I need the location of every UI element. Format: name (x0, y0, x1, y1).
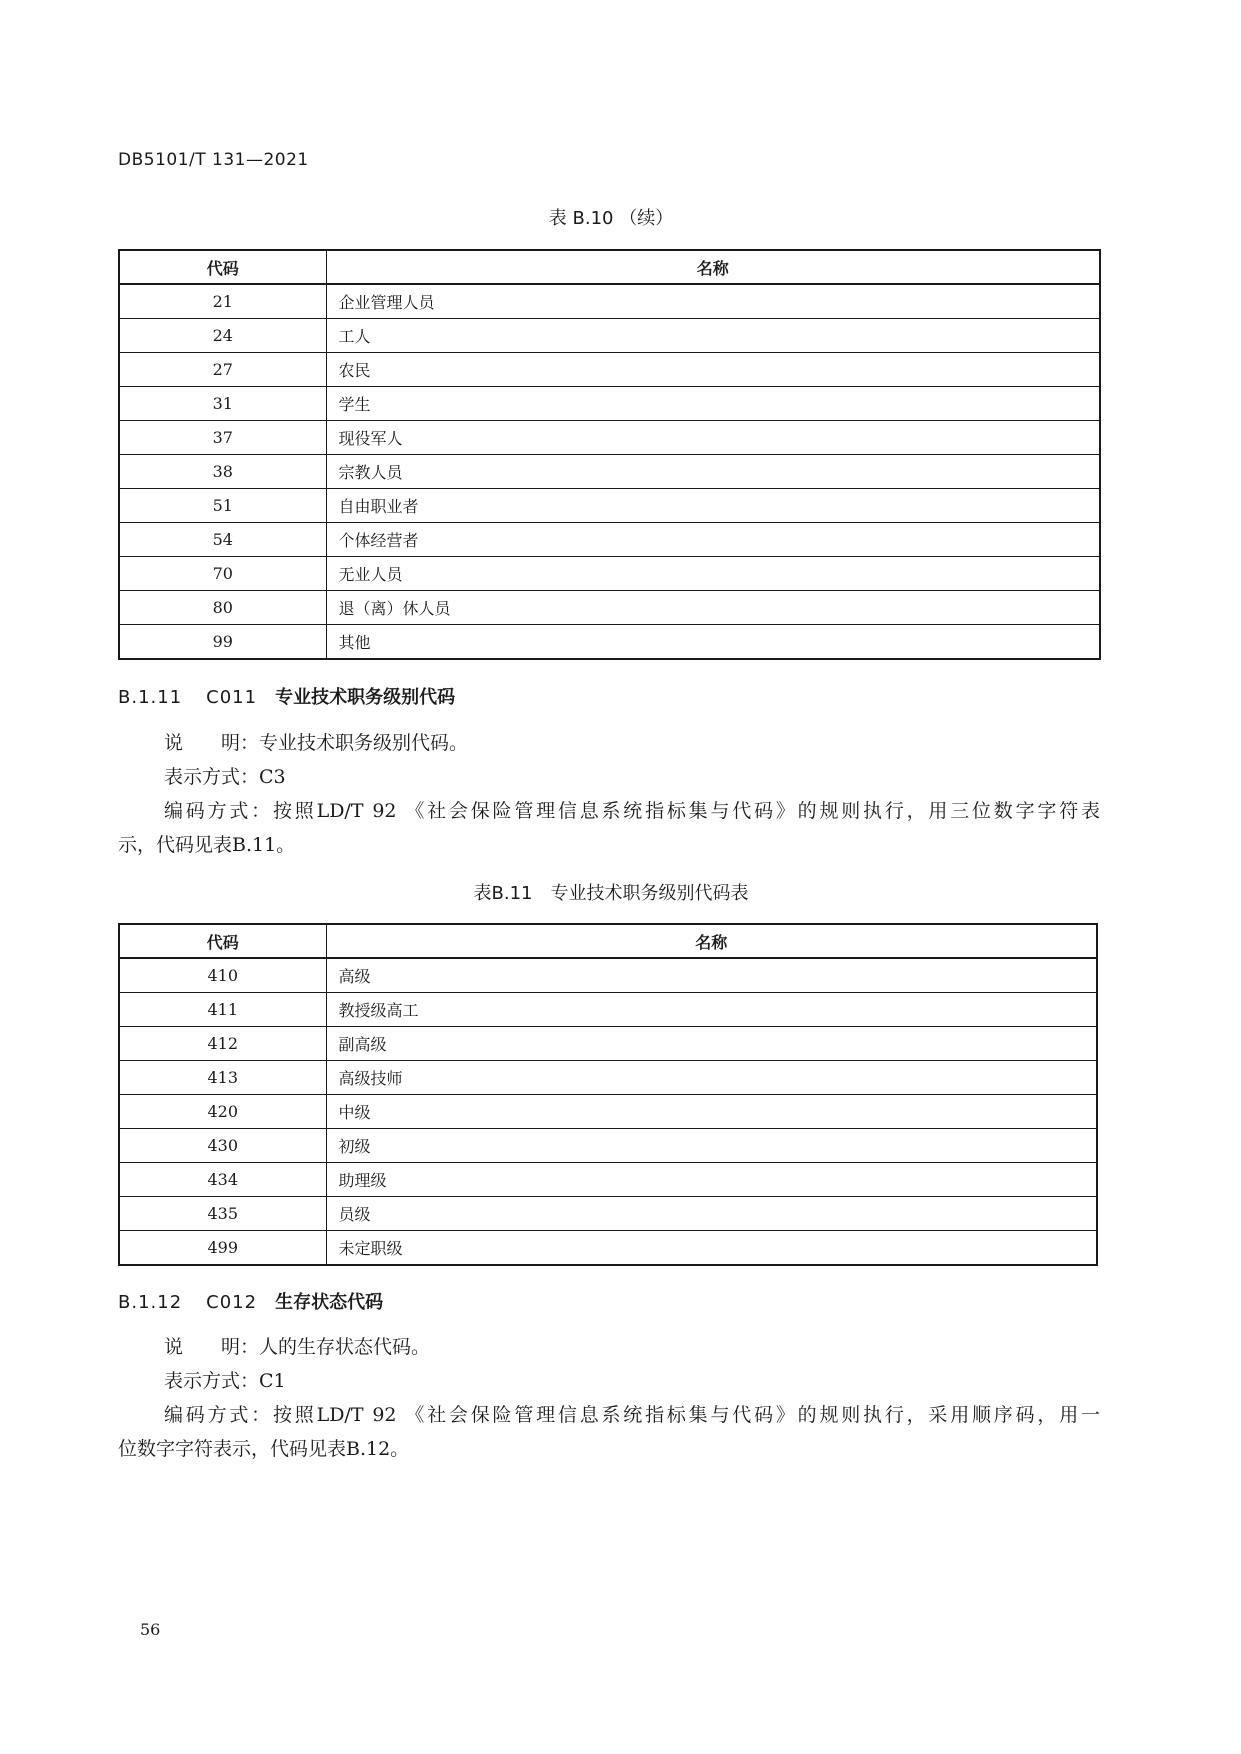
format-value: C1 (259, 1370, 286, 1392)
description-value: 专业技术职务级别代码。 (259, 732, 469, 754)
name-cell: 其他 (326, 625, 1100, 660)
table-row (119, 993, 1097, 1027)
code-cell: 430 (119, 1129, 326, 1163)
encoding-label: 编码方式： (164, 800, 273, 822)
encoding-label: 编码方式： (164, 1404, 273, 1426)
table-row (119, 1095, 1097, 1129)
title-level-code-table (118, 923, 1098, 1266)
code-cell: 435 (119, 1197, 326, 1231)
section-code: C012 (206, 1292, 258, 1313)
table-row (119, 523, 1100, 557)
name-cell: 农民 (326, 353, 1100, 387)
section-title: 专业技术职务级别代码 (275, 687, 456, 708)
description-value: 人的生存状态代码。 (259, 1336, 431, 1358)
name-cell: 企业管理人员 (326, 284, 1100, 319)
page-number: 56 (140, 1620, 161, 1639)
table-row (119, 1027, 1097, 1061)
name-cell: 高级 (326, 958, 1097, 993)
code-cell: 413 (119, 1061, 326, 1095)
table-row (119, 1129, 1097, 1163)
table-row (119, 1163, 1097, 1197)
section-number: B.1.12 (118, 1292, 183, 1313)
code-cell: 499 (119, 1231, 326, 1266)
name-cell: 工人 (326, 319, 1100, 353)
code-cell: 80 (119, 591, 326, 625)
encoding-text-continued: 示，代码见表B.11。 (118, 834, 296, 856)
name-cell: 中级 (326, 1095, 1097, 1129)
code-cell: 411 (119, 993, 326, 1027)
table-header-row (119, 250, 1100, 284)
description-label: 说 明： (164, 1336, 260, 1358)
name-cell: 副高级 (326, 1027, 1097, 1061)
table-header-row (119, 924, 1097, 958)
table-row (119, 284, 1100, 319)
description-label: 说 明： (164, 732, 260, 754)
table-caption: 表B.11 专业技术职务级别代码表 (473, 883, 749, 904)
encoding-paragraph (118, 794, 1100, 862)
code-cell: 54 (119, 523, 326, 557)
code-cell: 99 (119, 625, 326, 660)
name-cell: 现役军人 (326, 421, 1100, 455)
name-cell: 宗教人员 (326, 455, 1100, 489)
table-row (119, 1231, 1097, 1266)
format-value: C3 (259, 766, 286, 788)
description-paragraph (118, 1330, 1100, 1364)
code-cell: 37 (119, 421, 326, 455)
code-cell: 51 (119, 489, 326, 523)
table-row (119, 421, 1100, 455)
code-cell: 38 (119, 455, 326, 489)
table-row (119, 1061, 1097, 1095)
column-header-name: 名称 (326, 924, 1097, 958)
code-cell: 434 (119, 1163, 326, 1197)
name-cell: 助理级 (326, 1163, 1097, 1197)
table-row (119, 958, 1097, 993)
encoding-text: 按照LD/T 92 《社会保险管理信息系统指标集与代码》的规则执行，用三位数字字符表 (272, 800, 1100, 822)
section-heading (118, 683, 455, 709)
code-cell: 410 (119, 958, 326, 993)
name-cell: 未定职级 (326, 1231, 1097, 1266)
format-paragraph (118, 760, 1100, 794)
name-cell: 员级 (326, 1197, 1097, 1231)
name-cell: 教授级高工 (326, 993, 1097, 1027)
format-paragraph (118, 1364, 1100, 1398)
column-header-name: 名称 (326, 250, 1100, 284)
column-header-code: 代码 (119, 924, 326, 958)
name-cell: 无业人员 (326, 557, 1100, 591)
section-title: 生存状态代码 (275, 1292, 384, 1313)
code-cell: 24 (119, 319, 326, 353)
table-row (119, 625, 1100, 660)
format-label: 表示方式： (164, 766, 260, 788)
table-row (119, 387, 1100, 421)
name-cell: 个体经营者 (326, 523, 1100, 557)
name-cell: 自由职业者 (326, 489, 1100, 523)
encoding-paragraph (118, 1398, 1100, 1466)
code-cell: 420 (119, 1095, 326, 1129)
name-cell: 退（离）休人员 (326, 591, 1100, 625)
code-cell: 70 (119, 557, 326, 591)
table-row (119, 353, 1100, 387)
table-row (119, 489, 1100, 523)
table-row (119, 557, 1100, 591)
format-label: 表示方式： (164, 1370, 260, 1392)
table-row (119, 319, 1100, 353)
name-cell: 高级技师 (326, 1061, 1097, 1095)
name-cell: 初级 (326, 1129, 1097, 1163)
column-header-code: 代码 (119, 250, 326, 284)
code-cell: 412 (119, 1027, 326, 1061)
table-caption: 表 B.10 （续） (548, 208, 674, 229)
section-heading (118, 1288, 383, 1314)
code-cell: 31 (119, 387, 326, 421)
description-paragraph (118, 726, 1100, 760)
encoding-text: 按照LD/T 92 《社会保险管理信息系统指标集与代码》的规则执行，采用顺序码，用一 (272, 1404, 1100, 1426)
encoding-text-continued: 位数字字符表示，代码见表B.12。 (118, 1438, 410, 1460)
table-row (119, 591, 1100, 625)
section-code: C011 (206, 687, 258, 708)
name-cell: 学生 (326, 387, 1100, 421)
table-row (119, 455, 1100, 489)
table-row (119, 1197, 1097, 1231)
section-number: B.1.11 (118, 687, 183, 708)
code-cell: 27 (119, 353, 326, 387)
document-id: DB5101/T 131—2021 (118, 150, 309, 170)
occupation-code-table (118, 249, 1101, 660)
code-cell: 21 (119, 284, 326, 319)
